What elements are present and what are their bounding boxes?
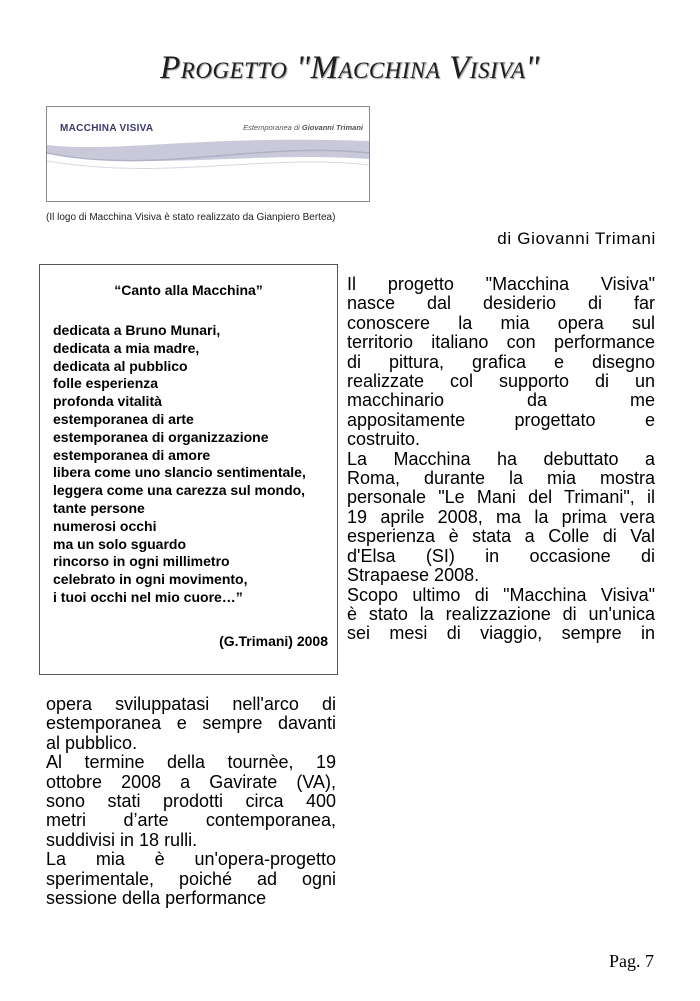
poem-line: dedicata a Bruno Munari, [53, 322, 221, 338]
article-line: Al termine della tournèe, 19 [46, 752, 336, 773]
article-line: 19 aprile 2008, ma la prima vera [347, 506, 655, 527]
article-line: Strapaese 2008. [347, 565, 480, 586]
article-line: suddivisi in 18 rulli. [46, 829, 198, 850]
article-line: sei mesi di viaggio, sempre in [347, 623, 655, 644]
author-byline: di Giovanni Trimani [497, 229, 656, 248]
poem-line: celebrato in ogni movimento, [53, 571, 248, 588]
article-line: personale "Le Mani del Trimani", il [347, 487, 655, 508]
logo-caption: (Il logo di Macchina Visiva è stato realizzato da Gianpiero Bertea) [46, 212, 336, 223]
article-line: metri d’arte contemporanea, [46, 810, 336, 831]
poem-line: dedicata a mia madre, [53, 339, 200, 356]
article-line: al pubblico. [46, 732, 138, 753]
article-line: esperienza è stata a Colle di Val [347, 526, 655, 547]
article-line: d'Elsa (SI) in occasione di [347, 545, 655, 566]
article-line: La mia è un'opera-progetto [46, 849, 336, 870]
article-line: conoscere la mia opera sul [347, 312, 655, 333]
poem-line: tante persone [53, 499, 145, 516]
article-line: Il progetto "Macchina Visiva" [347, 274, 655, 294]
article-line: appositamente progettato e [347, 409, 655, 430]
article-column-right [347, 275, 655, 644]
logo-subtitle-prefix: Estemporanea di [243, 123, 300, 132]
poem-line: ma un solo sguardo [53, 535, 187, 552]
article-line: Roma, durante la mia mostra [347, 468, 655, 489]
article-line: territorio italiano con performance [347, 332, 655, 353]
article-line: estemporanea e sempre davanti [46, 713, 336, 734]
article-line: La Macchina ha debuttato a [347, 448, 655, 469]
poem-lines [53, 322, 306, 607]
poem-line: profonda vitalità [53, 393, 162, 410]
page-number: Pag. 7 [609, 951, 654, 971]
poem-line: libera come uno slancio sentimentale, [53, 464, 306, 481]
article-line: sessione della performance [46, 888, 267, 909]
logo-subtitle-author: Giovanni Trimani [301, 123, 363, 132]
poem-line: folle esperienza [53, 375, 159, 392]
poem-line: i tuoi occhi nel mio cuore…” [53, 588, 243, 605]
article-line: nasce dal desiderio di far [347, 293, 655, 314]
logo-name: MACCHINA VISIVA [60, 123, 154, 134]
page-title: Progetto "Macchina Visiva" [160, 50, 540, 86]
poem-signature: (G.Trimani) 2008 [219, 633, 328, 649]
article-line: sono stati prodotti circa 400 [46, 791, 336, 812]
poem-line: rincorso in ogni millimetro [53, 553, 230, 570]
poem-line: leggera come una carezza sul mondo, [53, 482, 306, 499]
article-line: macchinario da me [347, 390, 655, 411]
poem-line: numerosi occhi [53, 517, 157, 534]
poem-line: estemporanea di organizzazione [53, 428, 269, 445]
poem-line: estemporanea di arte [53, 410, 194, 427]
article-line: ottobre 2008 a Gavirate (VA), [46, 771, 336, 792]
logo-image [46, 106, 370, 202]
article-line: opera sviluppatasi nell'arco di [46, 694, 336, 714]
article-line: realizzate col supporto di un [347, 371, 655, 392]
poem-title: “Canto alla Macchina” [114, 282, 263, 298]
poem-box [39, 264, 338, 675]
article-line: costruito. [347, 429, 421, 450]
article-column-left [46, 695, 336, 908]
poem-line: estemporanea di amore [53, 446, 211, 463]
article-line: Scopo ultimo di "Macchina Visiva" [347, 584, 655, 605]
poem-line: dedicata al pubblico [53, 357, 188, 374]
article-line: di pittura, grafica e disegno [347, 351, 655, 372]
article-line: sperimentale, poiché ad ogni [46, 868, 336, 889]
logo-wave-graphic [47, 131, 369, 191]
article-line: è stato la realizzazione di un'unica [347, 603, 655, 624]
